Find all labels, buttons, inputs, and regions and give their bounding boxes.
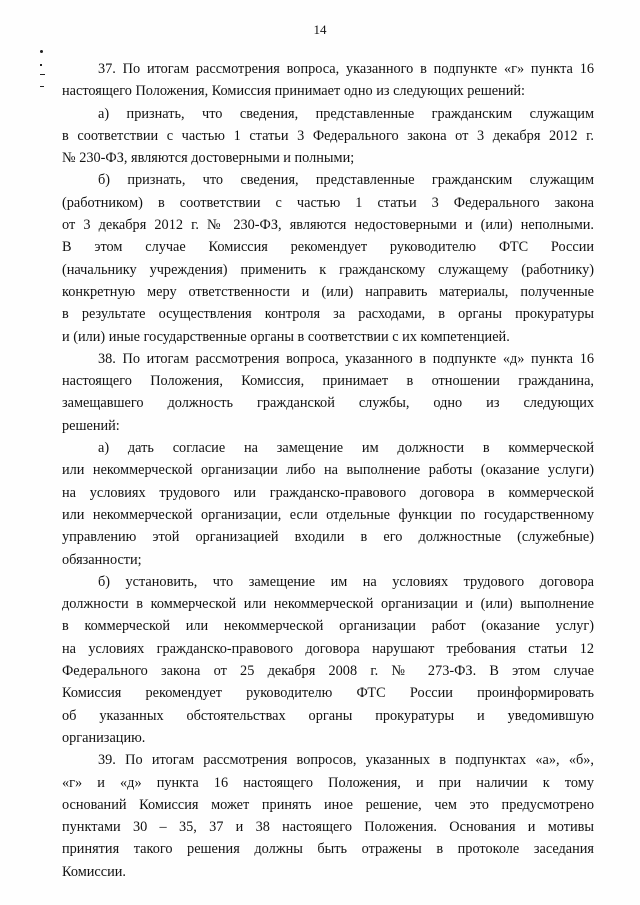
text-line: должности в коммерческой или некоммерческой организации и (или) выполнение (62, 596, 594, 613)
paragraph-p38 (62, 348, 594, 437)
text-line: а) признать, что сведения, представленные гражданским служащим (98, 105, 594, 122)
text-line: принятия такого решения должны быть отражены в протоколе заседания (62, 841, 594, 858)
text-line: на условиях гражданско-правового договора нарушают требования статьи 12 (62, 640, 594, 657)
text-line: от 3 декабря 2012 г. № 230-ФЗ, являются недостоверными и (или) неполными. (62, 217, 594, 234)
paragraph-p37 (62, 58, 594, 103)
paragraph-p39 (62, 749, 594, 883)
text-line: решений: (62, 417, 120, 434)
text-line: № 230-ФЗ, являются достоверными и полными; (62, 150, 355, 167)
text-line: 38. По итогам рассмотрения вопроса, указанного в подпункте «д» пункта 16 (98, 350, 594, 367)
text-line: конкретную меру ответственности и (или) направить материалы, полученные (62, 283, 594, 300)
paragraph-p37b (62, 169, 594, 347)
paragraph-p37a (62, 103, 594, 170)
page-number: 14 (313, 22, 327, 37)
text-line: или некоммерческой организации либо на выполнение работы (оказание услуги) (62, 462, 594, 479)
text-line: замещавшего должность гражданской службы, одно из следующих (62, 395, 594, 412)
text-line: в соответствии с частью 1 статьи 3 Федерального закона от 3 декабря 2012 г. (62, 127, 594, 144)
text-line: организацию. (62, 729, 146, 746)
text-line: в коммерческой или некоммерческой организации работ (оказание услуг) (62, 618, 594, 635)
text-line: настоящего Положения, Комиссия принимает одно из следующих решений: (62, 83, 525, 100)
text-line: (работником) в соответствии с частью 1 статьи 3 Федерального закона (62, 194, 594, 211)
text-line: 39. По итогам рассмотрения вопросов, указанных в подпунктах «а», «б», (98, 752, 594, 769)
paragraph-p38a (62, 437, 594, 571)
text-line: б) признать, что сведения, представленные гражданским служащим (98, 172, 594, 189)
text-line: В этом случае Комиссия рекомендует руководителю ФТС России (62, 239, 594, 256)
text-line: на условиях трудового или гражданско-правового договора в коммерческой (62, 484, 594, 501)
text-line: управлению этой организацией входили в его должностные (служебные) (62, 529, 594, 546)
text-line: обязанности; (62, 551, 142, 568)
text-line: «г» и «д» пункта 16 настоящего Положения, и при наличии к тому (62, 774, 594, 791)
text-line: и (или) иные государственные органы в соответствии с их компетенцией. (62, 328, 510, 345)
text-line: настоящего Положения, Комиссия, принимает в отношении гражданина, (62, 373, 594, 390)
text-line: б) установить, что замещение им на условиях трудового договора (98, 573, 594, 590)
text-line: или некоммерческой организации, если отдельные функции по государственному (62, 506, 594, 523)
text-line: 37. По итогам рассмотрения вопроса, указанного в подпункте «г» пункта 16 (98, 61, 594, 77)
text-line: пунктами 30 – 35, 37 и 38 настоящего Положения. Основания и мотивы (62, 819, 594, 836)
margin-marks (40, 46, 50, 106)
text-line: об указанных обстоятельствах органы прокуратуры и уведомившую (62, 707, 594, 724)
text-line: (начальнику учреждения) применить к гражданскому служащему (работнику) (62, 261, 594, 278)
text-line: оснований Комиссия может принять иное решение, чем это предусмотрено (62, 796, 594, 813)
text-line: Комиссии. (62, 863, 126, 880)
text-line: в результате осуществления контроля за расходами, в органы прокуратуры (62, 306, 594, 323)
text-line: Комиссия рекомендует руководителю ФТС России проинформировать (62, 685, 594, 702)
paragraph-p38b (62, 571, 594, 749)
text-line: Федерального закона от 25 декабря 2008 г. № 273-ФЗ. В этом случае (62, 663, 594, 680)
document-body (62, 58, 594, 883)
text-line: а) дать согласие на замещение им должности в коммерческой (98, 440, 594, 457)
